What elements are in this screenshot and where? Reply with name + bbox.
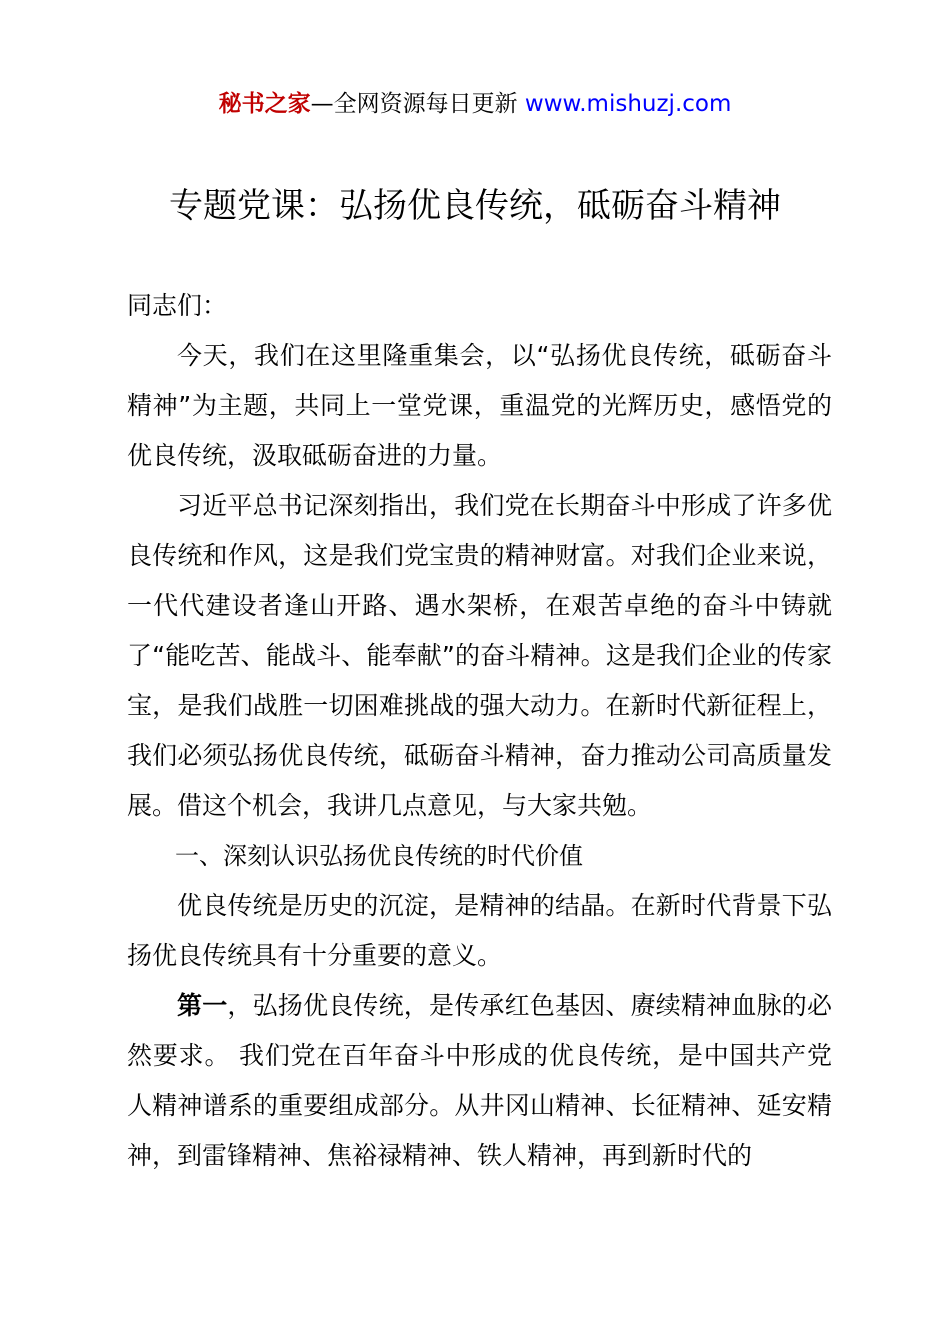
site-header xyxy=(0,86,950,122)
site-url-link[interactable]: www.mishuzj.com xyxy=(524,91,732,117)
site-tagline: —全网资源每日更新 xyxy=(310,91,518,117)
salutation: 同志们： xyxy=(127,291,228,320)
paragraph-background: 习近平总书记深刻指出，我们党在长期奋斗中形成了许多优良传统和作风，这是我们党宝贵的精神财富。对我们企业来说，一代代建设者逢山开路、遇水架桥，在艰苦卓绝的奋斗中铸就了“能吃苦、能战斗、能奉献”的奋斗精神。这是我们企业的传家宝，是我们战胜一切困难挑战的强大动力。在新时代新征程上，我们必须弘扬优良传统，砥砺奋斗精神，奋力推动公司高质量发展。借这个机会，我讲几点意见，与大家共勉。 xyxy=(127,491,832,820)
document-title: 专题党课：弘扬优良传统，砥砺奋斗精神 xyxy=(169,186,781,226)
section-heading-1: 一、深刻认识弘扬优良传统的时代价值 xyxy=(175,842,583,870)
point-1-lead: 第一 xyxy=(177,991,228,1020)
paragraph-intro: 今天，我们在这里隆重集会，以“弘扬优良传统，砥砺奋斗精神”为主题，共同上一堂党课，重温党的光辉历史，感悟党的优良传统，汲取砥砺奋进的力量。 xyxy=(127,341,832,470)
paragraph-section1-intro: 优良传统是历史的沉淀，是精神的结晶。在新时代背景下弘扬优良传统具有十分重要的意义。 xyxy=(127,891,832,970)
document-body xyxy=(127,281,832,1181)
paragraph-point-1 xyxy=(127,981,832,1181)
point-1-body: ，弘扬优良传统，是传承红色基因、赓续精神血脉的必然要求。 我们党在百年奋斗中形成的优良传统，是中国共产党人精神谱系的重要组成部分。从井冈山精神、长征精神、延安精神，到雷锋精神、焦裕禄精神、铁人精神，再到新时代的 xyxy=(127,991,832,1170)
site-brand: 秘书之家 xyxy=(218,91,311,117)
